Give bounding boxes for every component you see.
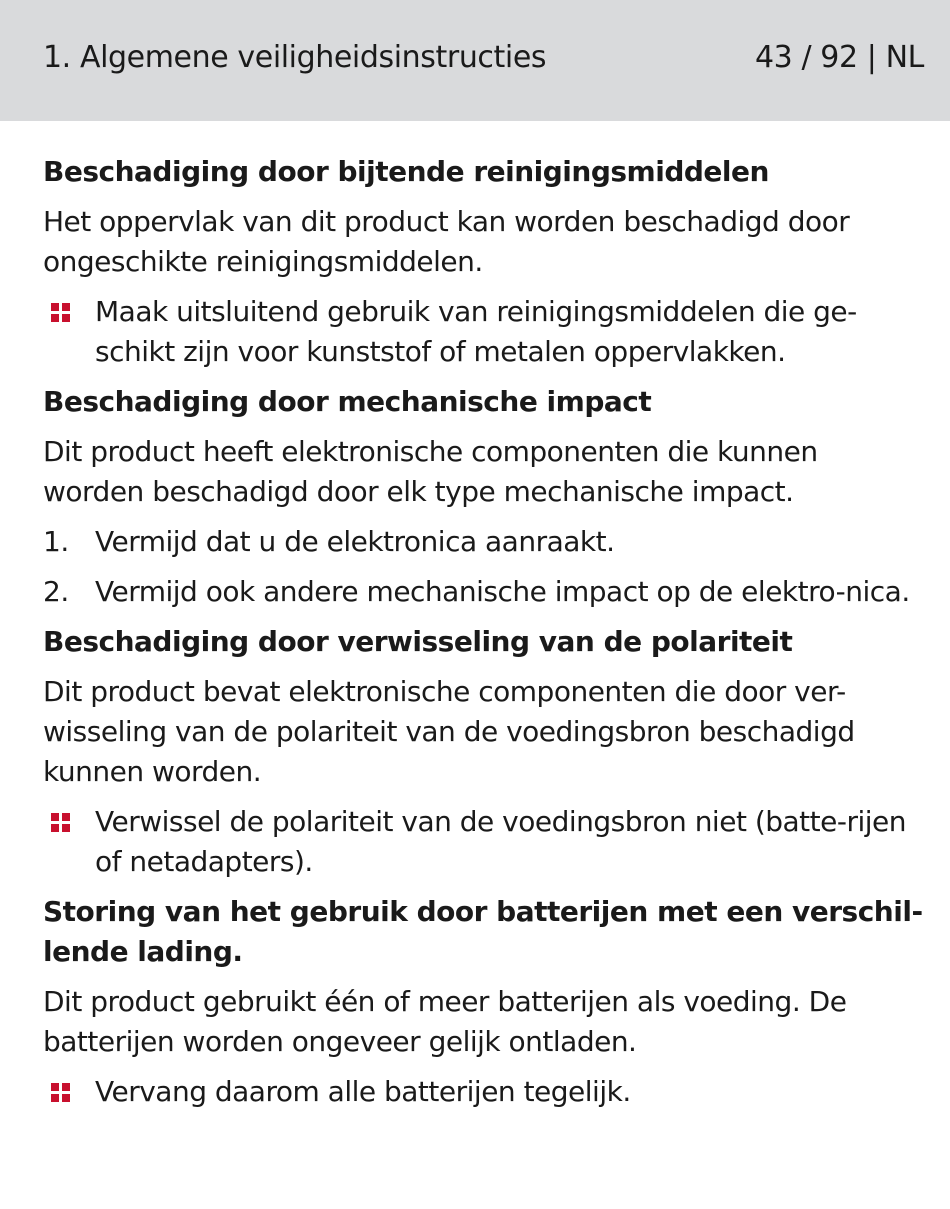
section-polarity	[43, 622, 923, 882]
numbered-step	[43, 522, 923, 562]
red-square-bullet-icon	[51, 303, 71, 323]
bullet-text: Verwissel de polariteit van de voedingsbron niet (batte-rijen of netadapters).	[95, 805, 907, 878]
bullet-item	[43, 802, 923, 882]
numbered-step	[43, 572, 923, 612]
chapter-title: 1. Algemene veiligheidsinstructies	[43, 40, 547, 75]
red-square-bullet-icon	[51, 1083, 71, 1103]
step-text: Vermijd dat u de elektronica aanraakt.	[95, 525, 615, 558]
page-indicator: 43 / 92 | NL	[754, 40, 924, 75]
step-number: 1.	[43, 525, 69, 558]
section-batteries	[43, 892, 923, 1112]
section-cleaning-agents	[43, 152, 923, 372]
step-text: Vermijd ook andere mechanische impact op de elektro-nica.	[95, 575, 910, 608]
bullet-text: Maak uitsluitend gebruik van reinigingsmiddelen die ge-schikt zijn voor kunststof of metalen oppervlakken.	[95, 295, 857, 368]
section-paragraph: Dit product bevat elektronische componenten die door ver-wisseling van de polariteit van de voedingsbron beschadigd kunnen worden.	[43, 675, 855, 788]
section-heading: Beschadiging door mechanische impact	[43, 385, 652, 418]
bullet-item	[43, 292, 923, 372]
section-heading: Beschadiging door bijtende reinigingsmiddelen	[43, 155, 769, 188]
page-header	[0, 0, 950, 121]
section-paragraph: Dit product gebruikt één of meer batterijen als voeding. De batterijen worden ongeveer gelijk ontladen.	[43, 985, 847, 1058]
bullet-item	[43, 1072, 923, 1112]
section-mechanical-impact	[43, 382, 923, 612]
section-paragraph: Dit product heeft elektronische componenten die kunnen worden beschadigd door elk type mechanische impact.	[43, 435, 818, 508]
section-paragraph: Het oppervlak van dit product kan worden beschadigd door ongeschikte reinigingsmiddelen.	[43, 205, 850, 278]
section-heading: Storing van het gebruik door batterijen met een verschil-lende lading.	[43, 895, 923, 968]
step-number: 2.	[43, 575, 69, 608]
bullet-text: Vervang daarom alle batterijen tegelijk.	[95, 1075, 631, 1108]
section-heading: Beschadiging door verwisseling van de polariteit	[43, 625, 793, 658]
red-square-bullet-icon	[51, 813, 71, 833]
document-body	[43, 152, 923, 1112]
